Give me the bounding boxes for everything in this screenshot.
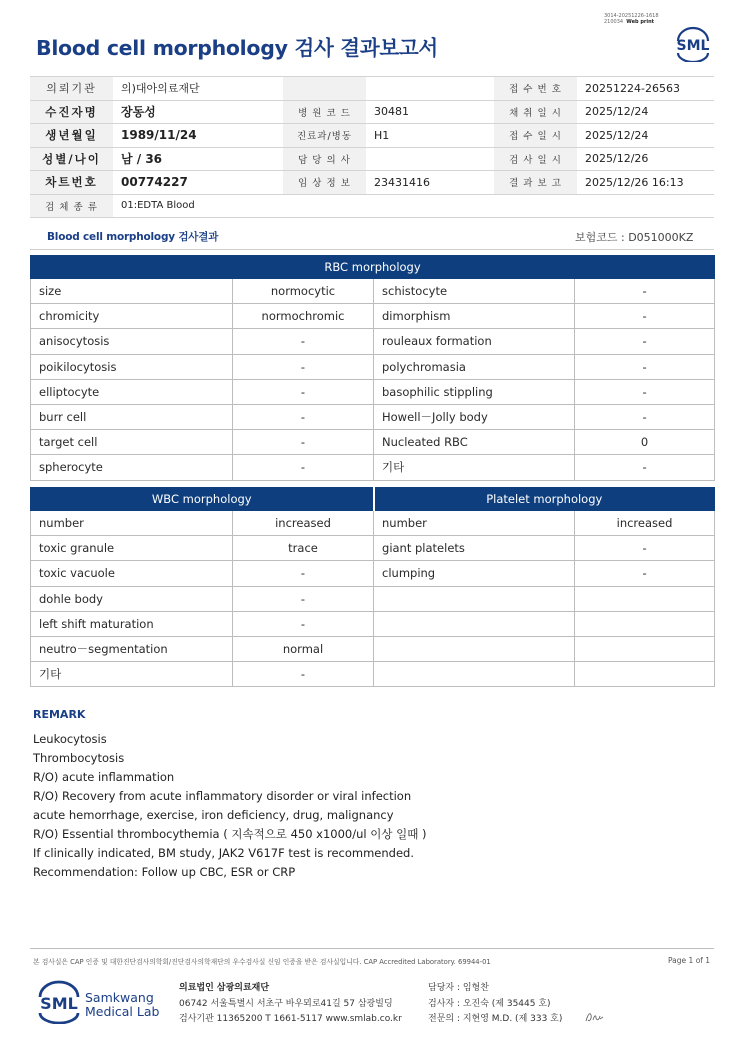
finding-name (374, 586, 575, 611)
finding-value: increased (233, 511, 374, 536)
finding-name: size (31, 279, 233, 304)
finding-name: schistocyte (374, 279, 575, 304)
info-value: 2025/12/24 (577, 124, 714, 148)
info-value: 23431416 (366, 171, 494, 195)
morphology-row (31, 536, 715, 561)
patient-info-table (30, 76, 714, 218)
remark-text (33, 730, 427, 882)
finding-name (374, 662, 575, 687)
info-label: 진료과/병동 (283, 124, 366, 148)
finding-value: - (233, 379, 374, 404)
info-label: 담 당 의 사 (283, 147, 366, 171)
finding-name: neutro－segmentation (31, 636, 233, 661)
finding-name: poikilocytosis (31, 354, 233, 379)
finding-name: rouleaux formation (374, 329, 575, 354)
finding-name: polychromasia (374, 354, 575, 379)
finding-name (374, 636, 575, 661)
info-label: 검 사 일 시 (494, 147, 577, 171)
remark-line: R/O) Essential thrombocythemia ( 지속적으로 450 x1000/ul 이상 일때 ) (33, 827, 427, 841)
finding-value: - (233, 404, 374, 429)
info-value: 30481 (366, 100, 494, 124)
patient-info-row (30, 100, 714, 124)
platelet-header: Platelet morphology (374, 488, 715, 511)
patient-info-row (30, 124, 714, 148)
info-value: 남 / 36 (113, 147, 283, 171)
info-label: 의뢰기관 (30, 77, 113, 101)
document-id (604, 13, 659, 25)
remark-title: REMARK (33, 708, 86, 721)
finding-value (575, 636, 715, 661)
section-title: Blood cell morphology 검사결과 (47, 231, 219, 243)
finding-value: increased (575, 511, 715, 536)
morphology-row (31, 561, 715, 586)
info-value: 2025/12/26 (577, 147, 714, 171)
finding-value: - (575, 279, 715, 304)
finding-name: dimorphism (374, 304, 575, 329)
info-value: 2025/12/26 16:13 (577, 171, 714, 195)
sml-logo-text: SML (676, 38, 710, 54)
info-value: 장동성 (113, 100, 283, 124)
staff-list (428, 981, 562, 1028)
finding-value: normocytic (233, 279, 374, 304)
finding-name: elliptocyte (31, 379, 233, 404)
sml-footer-logo-icon (36, 980, 82, 1024)
patient-info-row (30, 147, 714, 171)
finding-name: clumping (374, 561, 575, 586)
finding-name: number (31, 511, 233, 536)
finding-value: - (233, 611, 374, 636)
signature-icon (584, 1010, 606, 1024)
finding-value (575, 611, 715, 636)
finding-value: - (233, 586, 374, 611)
finding-name (374, 611, 575, 636)
finding-value: - (575, 304, 715, 329)
insurance-code: 보험코드 : D051000KZ (575, 231, 694, 244)
info-label (283, 77, 366, 101)
rbc-header: RBC morphology (31, 256, 715, 279)
finding-value: - (233, 662, 374, 687)
info-label: 생년월일 (30, 124, 113, 148)
finding-value: - (233, 430, 374, 455)
finding-value: normochromic (233, 304, 374, 329)
morphology-row (31, 404, 715, 429)
info-value: 의)대아의료재단 (113, 77, 283, 101)
org-name: 의료법인 삼광의료재단 (179, 983, 270, 993)
specimen-value: 01:EDTA Blood (113, 194, 714, 217)
company-name-line1: Samkwang (85, 990, 154, 1005)
patient-info-row (30, 77, 714, 101)
company-name-line2: Medical Lab (85, 1004, 160, 1019)
finding-value: trace (233, 536, 374, 561)
finding-value (575, 662, 715, 687)
morphology-row (31, 379, 715, 404)
finding-name: toxic vacuole (31, 561, 233, 586)
finding-name: 기타 (374, 455, 575, 480)
contact-line: 검사기관 11365200 T 1661-5117 www.smlab.co.kr (179, 1014, 402, 1024)
finding-value: - (575, 561, 715, 586)
info-value: 00774227 (113, 171, 283, 195)
footer-divider (30, 948, 714, 949)
finding-name: basophilic stippling (374, 379, 575, 404)
morphology-row (31, 455, 715, 480)
finding-name: 기타 (31, 662, 233, 687)
finding-name: anisocytosis (31, 329, 233, 354)
company-name (85, 991, 159, 1019)
info-label: 차트번호 (30, 171, 113, 195)
info-value: 2025/12/24 (577, 100, 714, 124)
patient-info-row (30, 171, 714, 195)
finding-name: Howell－Jolly body (374, 404, 575, 429)
info-label: 임 상 정 보 (283, 171, 366, 195)
page-number: Page 1 of 1 (668, 956, 711, 965)
finding-name: spherocyte (31, 455, 233, 480)
finding-value: - (233, 329, 374, 354)
info-label: 채 취 일 시 (494, 100, 577, 124)
morphology-row (31, 304, 715, 329)
finding-value: - (233, 561, 374, 586)
finding-name: Nucleated RBC (374, 430, 575, 455)
morphology-row (31, 279, 715, 304)
finding-name: toxic granule (31, 536, 233, 561)
remark-line: R/O) acute inflammation (33, 770, 175, 784)
morphology-row (31, 662, 715, 687)
info-label: 성별/나이 (30, 147, 113, 171)
finding-value: - (233, 455, 374, 480)
info-value: H1 (366, 124, 494, 148)
info-value (366, 147, 494, 171)
document-id-line1: 3014-20251226-1618 (604, 13, 659, 19)
wbc-platelet-morphology-table (30, 487, 715, 687)
staff-line: 담당자 : 임형찬 (428, 983, 489, 993)
sml-logo-icon (672, 26, 714, 62)
staff-line: 전문의 : 지현영 M.D. (제 333 호) (428, 1014, 563, 1024)
remark-line: Leukocytosis (33, 732, 107, 746)
finding-value: normal (233, 636, 374, 661)
finding-value (575, 586, 715, 611)
specimen-label: 검 체 종 류 (30, 194, 113, 217)
finding-name: target cell (31, 430, 233, 455)
institution-address (179, 981, 402, 1028)
remark-line: R/O) Recovery from acute inflammatory disorder or viral infection (33, 789, 412, 803)
info-value: 1989/11/24 (113, 124, 283, 148)
finding-value: - (575, 404, 715, 429)
finding-value: 0 (575, 430, 715, 455)
remark-line: Thrombocytosis (33, 751, 125, 765)
finding-value: - (575, 354, 715, 379)
info-label: 결 과 보 고 (494, 171, 577, 195)
document-id-line2: 210034 Web print (604, 19, 655, 25)
finding-value: - (575, 455, 715, 480)
morphology-row (31, 611, 715, 636)
morphology-row (31, 586, 715, 611)
rbc-morphology-table (30, 255, 715, 481)
finding-value: - (233, 354, 374, 379)
finding-name: chromicity (31, 304, 233, 329)
morphology-row (31, 329, 715, 354)
cap-accreditation-note: 본 검사실은 CAP 인증 및 대한진단검사의학회/진단검사의학재단의 우수검사실 신임 인증을 받은 검사실입니다. CAP Accredited Laboratory. 69944-01 (33, 958, 491, 966)
finding-name: burr cell (31, 404, 233, 429)
finding-name: left shift maturation (31, 611, 233, 636)
morphology-row (31, 354, 715, 379)
section-divider (30, 249, 714, 250)
finding-name: number (374, 511, 575, 536)
remark-line: Recommendation: Follow up CBC, ESR or CRP (33, 865, 296, 879)
info-value (366, 77, 494, 101)
finding-name: dohle body (31, 586, 233, 611)
info-label: 수진자명 (30, 100, 113, 124)
remark-line: If clinically indicated, BM study, JAK2 V617F test is recommended. (33, 846, 414, 860)
morphology-row (31, 636, 715, 661)
address-line: 06742 서울특별시 서초구 바우뫼로41길 57 삼광빌딩 (179, 998, 393, 1009)
info-label: 병 원 코 드 (283, 100, 366, 124)
info-label: 접 수 일 시 (494, 124, 577, 148)
morphology-row (31, 430, 715, 455)
finding-value: - (575, 379, 715, 404)
info-label: 접 수 번 호 (494, 77, 577, 101)
finding-value: - (575, 329, 715, 354)
sml-footer-logo-text: SML (40, 994, 78, 1013)
report-title: Blood cell morphology 검사 결과보고서 (36, 36, 438, 60)
finding-value: - (575, 536, 715, 561)
remark-line: acute hemorrhage, exercise, iron deficiency, drug, malignancy (33, 808, 394, 822)
finding-name: giant platelets (374, 536, 575, 561)
info-value: 20251224-26563 (577, 77, 714, 101)
staff-line: 검사자 : 오진숙 (제 35445 호) (428, 998, 551, 1009)
morphology-row (31, 511, 715, 536)
specimen-row (30, 194, 714, 217)
wbc-header: WBC morphology (31, 488, 374, 511)
